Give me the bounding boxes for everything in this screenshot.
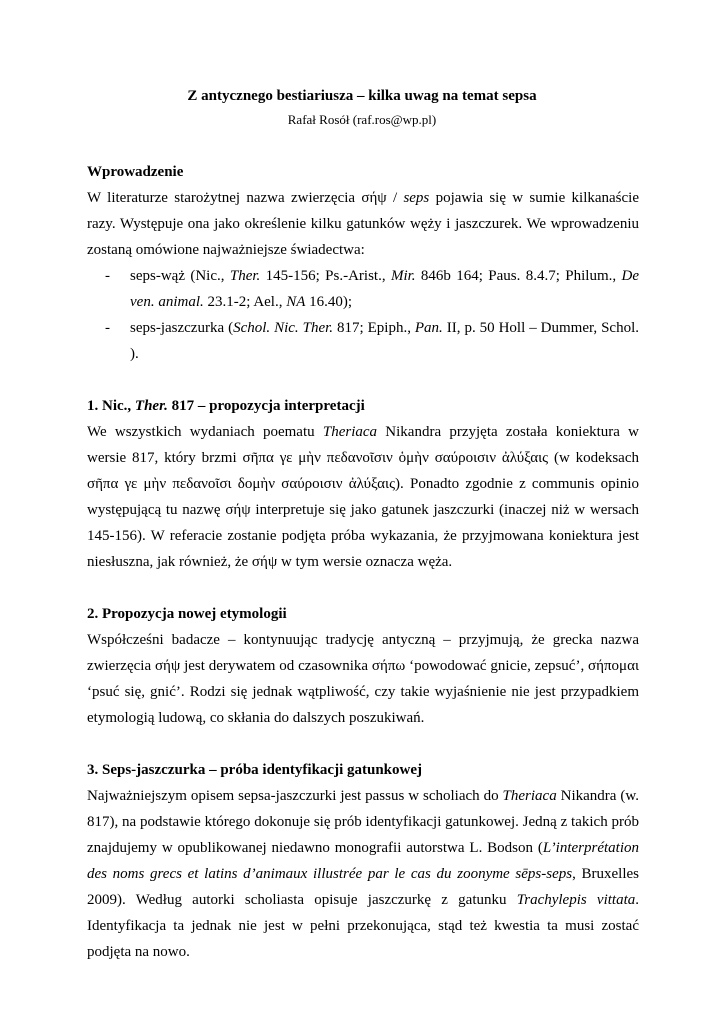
species-name: Trachylepis vittata — [516, 892, 636, 908]
section-2-paragraph: Współcześni badacze – kontynuując tradycję antyczną – przyjmują, że grecka nazwa zwierzęcia σήψ jest derywatem od czasownika σήπω ‘powodować gnicie, zepsuć’, σήπομαι ‘psuć się, gnić’. Rodzi się jednak wątpliwość, czy takie wyjaśnienie nie jest przypadkiem etymologią ludową, co skłania do dalszych poszukiwań. — [87, 632, 639, 726]
work-title: Schol. Nic. Ther. — [233, 320, 334, 336]
greek-term: σήψ — [361, 190, 387, 206]
work-title: Ther. — [134, 398, 168, 414]
text-run: 145-156; Ps.-Arist., — [260, 268, 391, 284]
latin-term: seps — [403, 190, 430, 206]
text-run: , Bruxelles 2009). Według autorki scholiasta opisuje jaszczurkę z gatunku — [87, 866, 639, 908]
text-run: W literaturze starożytnej nazwa zwierzęcia — [87, 190, 362, 206]
work-title: Mir. — [390, 268, 416, 284]
work-title: Ther. — [229, 268, 261, 284]
work-title: L’interprétation des noms grecs et latins d’animaux illustrée par le cas du zoonyme sēps-seps — [87, 840, 639, 882]
work-title: NA — [286, 294, 306, 310]
section-heading-1 — [87, 393, 639, 419]
author-line: Rafał Rosół (raf.ros@wp.pl) — [287, 112, 437, 127]
text-run: pojawia się w sumie kilkanaście razy. Występuje ona jako określenie kilku gatunków węży i jaszczurek. We wprowadzeniu zostaną omówione najważniejsze świadectwa: — [87, 190, 640, 258]
section-heading-2: 2. Propozycja nowej etymologii — [87, 606, 287, 622]
text-run: / — [386, 190, 404, 206]
work-title: Theriaca — [322, 424, 378, 440]
intro-paragraph — [87, 185, 639, 263]
text-run: We wszystkich wydaniach poematu — [87, 424, 323, 440]
section-heading-3: 3. Seps-jaszczurka – próba identyfikacji gatunkowej — [87, 762, 423, 778]
list-bullet: - — [105, 268, 110, 284]
section-3-paragraph — [87, 783, 639, 965]
section-spacer — [87, 731, 639, 757]
heading-run: 1. Nic., — [87, 398, 135, 414]
list-item — [87, 263, 639, 315]
text-run: 16.40); — [305, 294, 353, 310]
text-run: II, p. 50 Holl – Dummer, Schol. ). — [130, 320, 639, 362]
text-run: Nikandra przyjęta została koniektura w wersie 817, który brzmi σῆπα γε μὴν πεδανοῖσιν ὁμὴν σαύροισιν ἀλύξαις (w kodeksach σῆπα γε μὴν πεδανοῖσι δομὴν σαύροισιν ἀλύξαις). Ponadto zgodnie z communis opinio występującą tu nazwę σήψ interpretuje się jako gatunek jaszczurki (inaczej niż w wersach 145-156). W referacie zostanie podjęta próba wykazania, że przyjmowana koniektura jest niesłuszna, jak również, że σήψ w tym wersie oznacza węża. — [87, 424, 639, 570]
section-heading-intro: Wprowadzenie — [87, 164, 184, 180]
testimony-list — [87, 263, 639, 367]
text-run: Nikandra (w. 817), na podstawie którego dokonuje się prób identyfikacji gatunkowej. Jedną z takich prób znajdujemy w opublikowanej niedawno monografii autorstwa L. Bodson ( — [87, 788, 639, 856]
section-spacer — [87, 367, 639, 393]
text-run: Najważniejszym opisem sepsa-jaszczurki jest passus w scholiach do — [87, 788, 503, 804]
text-run: . Identyfikacja ta jednak nie jest w pełni przekonująca, stąd też kwestia ta musi zostać podjęta na nowo. — [87, 892, 640, 960]
list-item — [87, 315, 639, 367]
work-title: Theriaca — [502, 788, 557, 804]
text-run: 23.1-2; Ael., — [203, 294, 287, 310]
section-1-paragraph — [87, 419, 639, 575]
text-run: seps-wąż (Nic., — [130, 268, 230, 284]
list-bullet: - — [105, 320, 110, 336]
text-run: 846b 164; Paus. 8.4.7; Philum., — [415, 268, 622, 284]
text-run: seps-jaszczurka ( — [130, 320, 234, 336]
document-title: Z antycznego bestiariusza – kilka uwag na temat sepsa — [187, 88, 537, 104]
text-run: 817; Epiph., — [333, 320, 415, 336]
document-body — [87, 159, 639, 965]
work-title: De ven. animal. — [130, 268, 639, 310]
section-spacer — [87, 575, 639, 601]
work-title: Pan. — [414, 320, 443, 336]
heading-run: 817 – propozycja interpretacji — [167, 398, 365, 414]
